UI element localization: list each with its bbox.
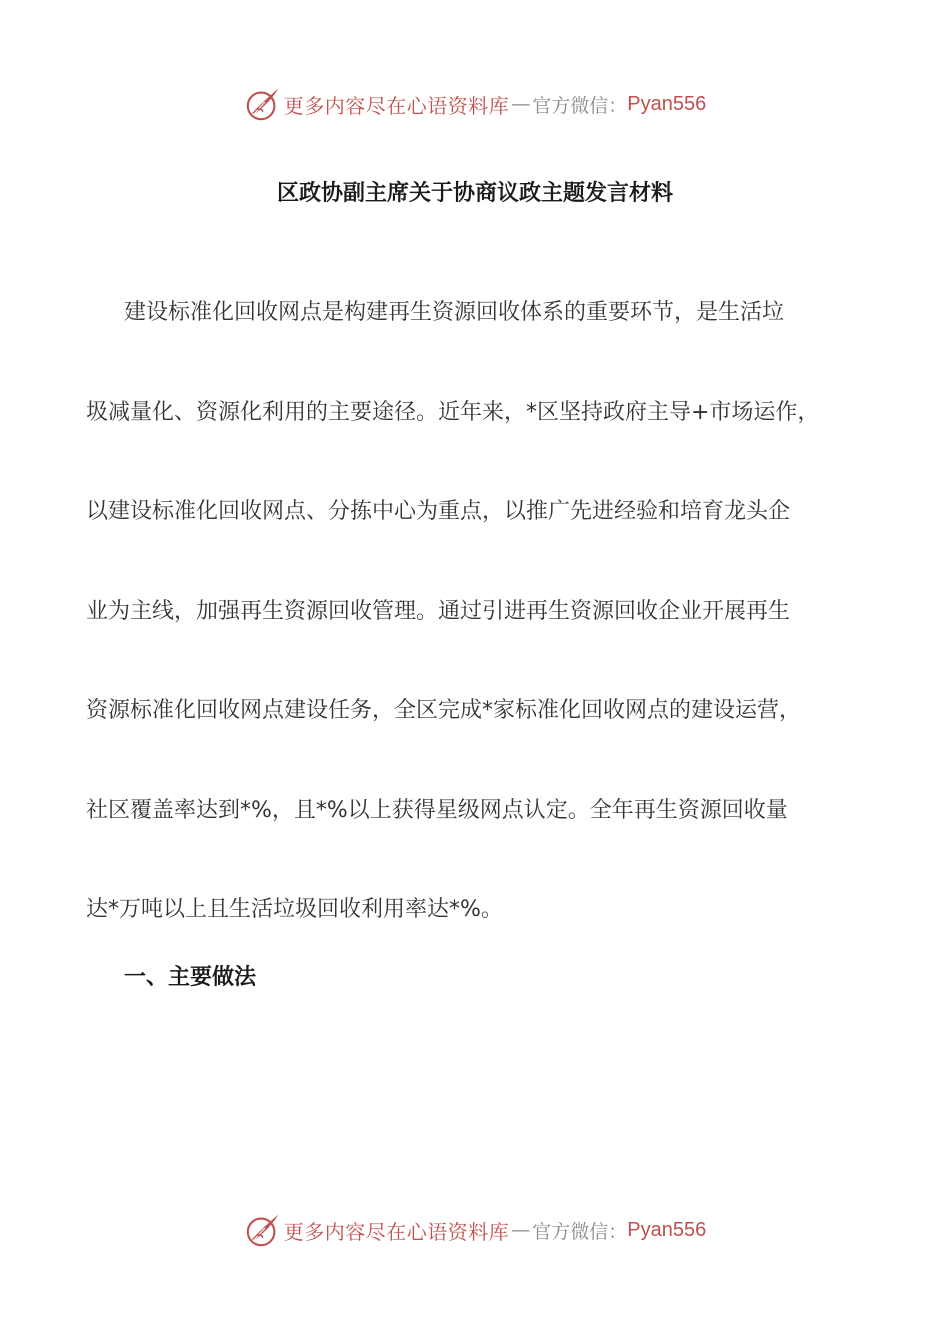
footer-banner xyxy=(0,1208,950,1252)
body-line: 社区覆盖率达到*%，且*%以上获得星级网点认定。全年再生资源回收量 xyxy=(86,797,788,823)
banner-slogan: 更多内容尽在心语资料库 xyxy=(283,93,510,118)
banner-dash: — xyxy=(511,1219,531,1241)
banner-contact-label: 官方微信： xyxy=(532,94,628,117)
body-line: 圾减量化、资源化利用的主要途径。近年来，*区坚持政府主导+市场运作， xyxy=(86,399,820,425)
quill-pen-logo-icon xyxy=(244,85,282,123)
banner-contact-id: Pyan556 xyxy=(627,1218,707,1241)
quill-pen-logo-icon xyxy=(244,1211,282,1249)
body-line: 以建设标准化回收网点、分拣中心为重点，以推广先进经验和培育龙头企 xyxy=(86,499,791,524)
banner-contact-id: Pyan556 xyxy=(627,92,707,115)
banner-contact-label: 官方微信： xyxy=(532,1220,628,1243)
document-body-paragraph xyxy=(86,263,876,960)
section-heading: 一、主要做法 xyxy=(124,965,257,990)
body-line: 建设标准化回收网点是构建再生资源回收体系的重要环节，是生活垃 xyxy=(124,300,785,325)
document-title: 区政协副主席关于协商议政主题发言材料 xyxy=(276,181,673,206)
body-line: 业为主线，加强再生资源回收管理。通过引进再生资源回收企业开展再生 xyxy=(86,598,791,624)
header-banner xyxy=(0,82,950,126)
banner-slogan: 更多内容尽在心语资料库 xyxy=(283,1219,510,1244)
body-line: 资源标准化回收网点建设任务，全区完成*家标准化回收网点的建设运营， xyxy=(86,698,802,723)
body-line: 达*万吨以上且生活垃圾回收利用率达*%。 xyxy=(86,897,503,922)
banner-dash: — xyxy=(511,93,531,115)
